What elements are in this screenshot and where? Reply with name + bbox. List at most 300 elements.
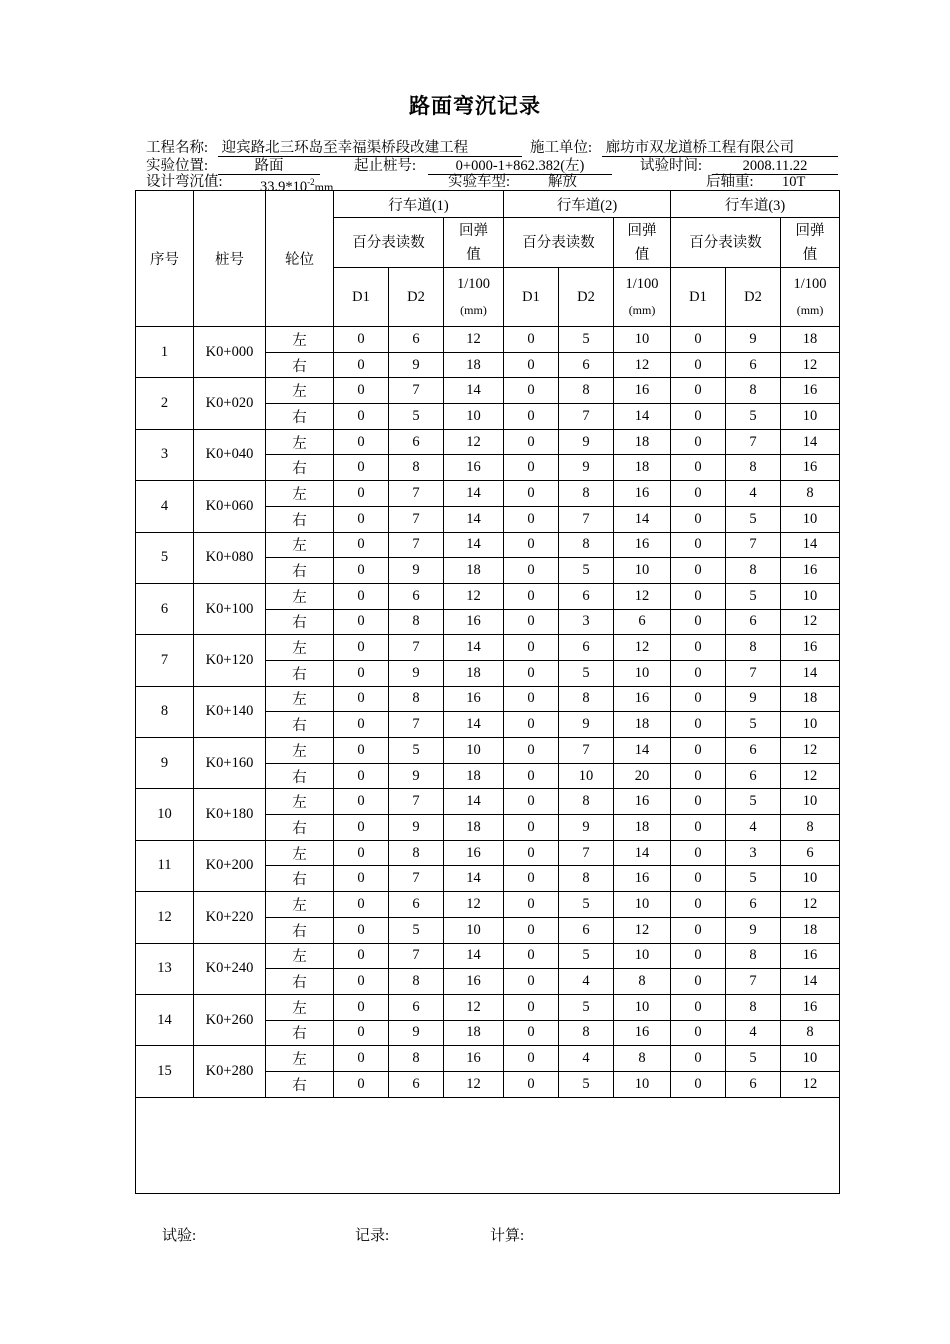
row-cell: 10 xyxy=(781,404,840,430)
table-row xyxy=(136,994,840,1020)
row-cell: 8 xyxy=(389,1046,444,1072)
col-wheel-header: 轮位 xyxy=(266,191,334,327)
row-cell: 14 xyxy=(444,712,504,738)
row-cell: 8 xyxy=(726,378,781,404)
vehicle-label: 实验车型: xyxy=(448,174,511,190)
row-cell: 7 xyxy=(726,429,781,455)
row-cell: 16 xyxy=(614,378,671,404)
row-cell: 12 xyxy=(781,892,840,918)
row-station: K0+280 xyxy=(194,1046,266,1097)
row-cell: 12 xyxy=(781,1071,840,1097)
contractor-label: 施工单位: xyxy=(530,140,593,156)
row-cell: 0 xyxy=(334,917,389,943)
row-cell: 10 xyxy=(614,943,671,969)
row-cell: 9 xyxy=(726,686,781,712)
row-cell: 0 xyxy=(334,583,389,609)
row-seq: 10 xyxy=(136,789,194,840)
row-cell: 8 xyxy=(389,969,444,995)
row-cell: 0 xyxy=(671,712,726,738)
row-cell: 0 xyxy=(671,866,726,892)
row-cell: 0 xyxy=(671,506,726,532)
row-cell: 16 xyxy=(444,455,504,481)
row-cell: 14 xyxy=(781,660,840,686)
row-cell: 18 xyxy=(444,558,504,584)
row-cell: 0 xyxy=(671,1071,726,1097)
row-cell: 0 xyxy=(671,1020,726,1046)
row-cell: 6 xyxy=(559,635,614,661)
table-row xyxy=(136,583,840,609)
row-cell: 8 xyxy=(559,378,614,404)
row-wheel: 右 xyxy=(266,969,334,995)
row-cell: 18 xyxy=(781,917,840,943)
row-cell: 14 xyxy=(444,481,504,507)
row-cell: 14 xyxy=(781,969,840,995)
row-cell: 16 xyxy=(444,609,504,635)
row-cell: 0 xyxy=(504,352,559,378)
row-cell: 7 xyxy=(389,943,444,969)
row-cell: 8 xyxy=(559,481,614,507)
row-cell: 0 xyxy=(334,558,389,584)
row-cell: 18 xyxy=(614,815,671,841)
row-cell: 16 xyxy=(444,686,504,712)
project-label: 工程名称: xyxy=(146,140,209,156)
row-cell: 7 xyxy=(559,404,614,430)
row-cell: 8 xyxy=(726,943,781,969)
row-cell: 0 xyxy=(504,404,559,430)
row-wheel: 右 xyxy=(266,917,334,943)
row-cell: 9 xyxy=(559,815,614,841)
row-cell: 0 xyxy=(334,763,389,789)
row-cell: 9 xyxy=(726,917,781,943)
row-cell: 0 xyxy=(671,327,726,353)
rebound-header: 回弹值 xyxy=(444,218,504,268)
row-cell: 0 xyxy=(334,609,389,635)
footer-record-label: 记录: xyxy=(355,1228,390,1244)
location-value: 路面 xyxy=(218,158,320,175)
row-cell: 16 xyxy=(614,1020,671,1046)
row-cell: 7 xyxy=(389,789,444,815)
col-seq-header: 序号 xyxy=(136,191,194,327)
dial-reading-header: 百分表读数 xyxy=(334,218,444,268)
row-cell: 10 xyxy=(781,506,840,532)
row-cell: 9 xyxy=(559,455,614,481)
row-cell: 18 xyxy=(444,763,504,789)
d1-header: D1 xyxy=(504,268,559,327)
row-cell: 16 xyxy=(614,481,671,507)
table-row xyxy=(136,1046,840,1072)
row-cell: 0 xyxy=(334,969,389,995)
row-cell: 0 xyxy=(671,429,726,455)
row-cell: 0 xyxy=(671,378,726,404)
row-seq: 9 xyxy=(136,738,194,789)
row-cell: 8 xyxy=(614,1046,671,1072)
row-station: K0+060 xyxy=(194,481,266,532)
row-cell: 10 xyxy=(559,763,614,789)
row-seq: 13 xyxy=(136,943,194,994)
row-cell: 0 xyxy=(671,763,726,789)
table-row xyxy=(136,738,840,764)
row-cell: 6 xyxy=(389,1071,444,1097)
row-wheel: 右 xyxy=(266,815,334,841)
notes-cell xyxy=(136,1097,840,1193)
row-cell: 9 xyxy=(389,660,444,686)
row-cell: 10 xyxy=(444,404,504,430)
row-cell: 0 xyxy=(334,815,389,841)
row-cell: 0 xyxy=(671,892,726,918)
row-wheel: 左 xyxy=(266,327,334,353)
row-cell: 6 xyxy=(389,429,444,455)
row-cell: 12 xyxy=(781,763,840,789)
station-label: 起止桩号: xyxy=(354,158,417,174)
row-cell: 0 xyxy=(334,994,389,1020)
row-wheel: 左 xyxy=(266,789,334,815)
row-cell: 0 xyxy=(671,789,726,815)
row-cell: 18 xyxy=(781,327,840,353)
row-cell: 16 xyxy=(781,558,840,584)
row-station: K0+140 xyxy=(194,686,266,737)
row-wheel: 左 xyxy=(266,583,334,609)
row-cell: 16 xyxy=(781,455,840,481)
row-station: K0+100 xyxy=(194,583,266,634)
row-cell: 6 xyxy=(559,917,614,943)
table-row xyxy=(136,892,840,918)
row-station: K0+260 xyxy=(194,994,266,1045)
row-cell: 5 xyxy=(559,1071,614,1097)
table-row xyxy=(136,840,840,866)
row-wheel: 右 xyxy=(266,506,334,532)
row-cell: 12 xyxy=(781,352,840,378)
row-cell: 0 xyxy=(504,429,559,455)
row-cell: 7 xyxy=(726,969,781,995)
row-cell: 0 xyxy=(334,789,389,815)
row-cell: 12 xyxy=(781,738,840,764)
row-cell: 8 xyxy=(726,558,781,584)
row-cell: 5 xyxy=(559,994,614,1020)
row-cell: 16 xyxy=(444,1046,504,1072)
row-cell: 0 xyxy=(334,378,389,404)
row-seq: 5 xyxy=(136,532,194,583)
row-cell: 0 xyxy=(671,840,726,866)
col-station-header: 桩号 xyxy=(194,191,266,327)
row-cell: 8 xyxy=(559,866,614,892)
row-cell: 0 xyxy=(671,481,726,507)
vehicle-value: 解放 xyxy=(548,174,577,190)
row-cell: 0 xyxy=(504,660,559,686)
d1-header: D1 xyxy=(671,268,726,327)
row-cell: 8 xyxy=(726,455,781,481)
row-cell: 8 xyxy=(389,686,444,712)
row-cell: 0 xyxy=(671,583,726,609)
row-cell: 8 xyxy=(559,1020,614,1046)
row-cell: 0 xyxy=(504,609,559,635)
row-cell: 6 xyxy=(389,327,444,353)
row-cell: 0 xyxy=(504,506,559,532)
d2-header: D2 xyxy=(559,268,614,327)
table-row xyxy=(136,635,840,661)
row-cell: 0 xyxy=(504,943,559,969)
row-cell: 14 xyxy=(444,532,504,558)
row-station: K0+120 xyxy=(194,635,266,686)
row-cell: 18 xyxy=(614,712,671,738)
row-cell: 0 xyxy=(334,660,389,686)
row-cell: 8 xyxy=(726,994,781,1020)
row-cell: 14 xyxy=(444,506,504,532)
row-cell: 5 xyxy=(726,404,781,430)
row-cell: 9 xyxy=(559,429,614,455)
row-seq: 15 xyxy=(136,1046,194,1097)
row-cell: 9 xyxy=(726,327,781,353)
row-cell: 20 xyxy=(614,763,671,789)
row-cell: 10 xyxy=(781,712,840,738)
project-value: 迎宾路北三环岛至幸福渠桥段改建工程 xyxy=(218,140,522,157)
row-cell: 5 xyxy=(726,712,781,738)
row-cell: 0 xyxy=(504,815,559,841)
row-cell: 8 xyxy=(389,455,444,481)
station-value: 0+000-1+862.382(左) xyxy=(428,158,612,175)
row-station: K0+000 xyxy=(194,327,266,378)
row-cell: 5 xyxy=(389,738,444,764)
dial-reading-header: 百分表读数 xyxy=(671,218,781,268)
row-cell: 7 xyxy=(389,712,444,738)
row-cell: 6 xyxy=(559,583,614,609)
row-cell: 0 xyxy=(334,892,389,918)
row-station: K0+240 xyxy=(194,943,266,994)
row-cell: 0 xyxy=(334,532,389,558)
table-row xyxy=(136,943,840,969)
row-cell: 14 xyxy=(444,789,504,815)
row-cell: 0 xyxy=(334,635,389,661)
rebound-header: 回弹值 xyxy=(614,218,671,268)
row-seq: 3 xyxy=(136,429,194,480)
notes-row xyxy=(136,1097,840,1193)
row-wheel: 右 xyxy=(266,763,334,789)
row-cell: 18 xyxy=(614,455,671,481)
row-cell: 5 xyxy=(559,892,614,918)
unit-header: 1/100 (mm) xyxy=(781,268,840,327)
row-cell: 10 xyxy=(614,1071,671,1097)
unit-header: 1/100 (mm) xyxy=(444,268,504,327)
row-cell: 6 xyxy=(726,892,781,918)
row-cell: 0 xyxy=(334,943,389,969)
row-cell: 6 xyxy=(614,609,671,635)
row-cell: 0 xyxy=(671,635,726,661)
row-cell: 18 xyxy=(614,429,671,455)
row-wheel: 左 xyxy=(266,1046,334,1072)
row-cell: 8 xyxy=(389,609,444,635)
row-cell: 9 xyxy=(389,558,444,584)
row-cell: 6 xyxy=(781,840,840,866)
d2-header: D2 xyxy=(726,268,781,327)
lane-2-header: 行车道(2) xyxy=(504,191,671,218)
row-cell: 7 xyxy=(389,866,444,892)
row-cell: 0 xyxy=(334,481,389,507)
row-cell: 7 xyxy=(389,635,444,661)
row-cell: 5 xyxy=(389,917,444,943)
table-row xyxy=(136,429,840,455)
row-cell: 0 xyxy=(334,1046,389,1072)
row-cell: 5 xyxy=(726,506,781,532)
row-cell: 0 xyxy=(504,917,559,943)
row-cell: 16 xyxy=(781,994,840,1020)
table-row xyxy=(136,789,840,815)
row-cell: 6 xyxy=(726,609,781,635)
row-cell: 8 xyxy=(781,815,840,841)
row-cell: 4 xyxy=(726,1020,781,1046)
row-cell: 10 xyxy=(444,738,504,764)
row-cell: 0 xyxy=(334,455,389,481)
location-label: 实验位置: xyxy=(146,158,209,174)
row-cell: 0 xyxy=(671,815,726,841)
row-cell: 0 xyxy=(504,1071,559,1097)
row-cell: 7 xyxy=(726,660,781,686)
row-cell: 7 xyxy=(389,532,444,558)
row-cell: 5 xyxy=(559,943,614,969)
axle-value: 10T xyxy=(782,174,806,190)
row-cell: 5 xyxy=(559,327,614,353)
row-wheel: 左 xyxy=(266,738,334,764)
row-wheel: 左 xyxy=(266,532,334,558)
row-cell: 12 xyxy=(614,635,671,661)
rebound-header: 回弹值 xyxy=(781,218,840,268)
lane-1-header: 行车道(1) xyxy=(334,191,504,218)
row-cell: 16 xyxy=(444,969,504,995)
row-wheel: 右 xyxy=(266,558,334,584)
row-cell: 10 xyxy=(781,866,840,892)
row-station: K0+220 xyxy=(194,892,266,943)
row-cell: 5 xyxy=(726,866,781,892)
row-cell: 10 xyxy=(781,789,840,815)
row-cell: 18 xyxy=(781,686,840,712)
row-cell: 14 xyxy=(444,943,504,969)
row-cell: 0 xyxy=(671,660,726,686)
row-wheel: 右 xyxy=(266,352,334,378)
row-station: K0+020 xyxy=(194,378,266,429)
row-wheel: 右 xyxy=(266,712,334,738)
row-cell: 0 xyxy=(504,892,559,918)
row-seq: 1 xyxy=(136,327,194,378)
row-wheel: 右 xyxy=(266,609,334,635)
row-station: K0+200 xyxy=(194,840,266,891)
row-wheel: 左 xyxy=(266,481,334,507)
row-seq: 6 xyxy=(136,583,194,634)
row-cell: 18 xyxy=(444,815,504,841)
row-cell: 5 xyxy=(726,1046,781,1072)
row-cell: 14 xyxy=(614,738,671,764)
row-wheel: 左 xyxy=(266,378,334,404)
row-cell: 0 xyxy=(334,506,389,532)
d1-header: D1 xyxy=(334,268,389,327)
row-cell: 6 xyxy=(389,994,444,1020)
row-cell: 0 xyxy=(334,712,389,738)
row-wheel: 右 xyxy=(266,455,334,481)
row-cell: 10 xyxy=(781,1046,840,1072)
row-cell: 8 xyxy=(726,635,781,661)
row-cell: 9 xyxy=(559,712,614,738)
row-cell: 14 xyxy=(444,866,504,892)
row-cell: 0 xyxy=(504,455,559,481)
row-cell: 12 xyxy=(444,327,504,353)
row-cell: 10 xyxy=(614,327,671,353)
row-cell: 0 xyxy=(504,866,559,892)
row-cell: 9 xyxy=(389,763,444,789)
row-cell: 0 xyxy=(504,789,559,815)
row-cell: 0 xyxy=(504,763,559,789)
table-row xyxy=(136,481,840,507)
row-cell: 0 xyxy=(671,352,726,378)
row-cell: 8 xyxy=(389,840,444,866)
row-cell: 12 xyxy=(444,994,504,1020)
row-cell: 14 xyxy=(781,429,840,455)
footer-test-label: 试验: xyxy=(162,1228,197,1244)
row-wheel: 右 xyxy=(266,1071,334,1097)
row-cell: 9 xyxy=(389,815,444,841)
unit-header: 1/100 (mm) xyxy=(614,268,671,327)
row-cell: 7 xyxy=(389,506,444,532)
row-cell: 6 xyxy=(559,352,614,378)
row-cell: 0 xyxy=(504,738,559,764)
row-seq: 4 xyxy=(136,481,194,532)
row-cell: 0 xyxy=(504,481,559,507)
table-row xyxy=(136,686,840,712)
row-cell: 0 xyxy=(504,994,559,1020)
row-cell: 18 xyxy=(444,352,504,378)
row-cell: 16 xyxy=(444,840,504,866)
row-cell: 5 xyxy=(726,789,781,815)
row-cell: 0 xyxy=(334,327,389,353)
row-cell: 0 xyxy=(334,686,389,712)
table-row xyxy=(136,327,840,353)
row-cell: 0 xyxy=(334,404,389,430)
row-cell: 0 xyxy=(671,917,726,943)
row-cell: 0 xyxy=(334,1071,389,1097)
row-cell: 12 xyxy=(444,429,504,455)
row-station: K0+180 xyxy=(194,789,266,840)
axle-label: 后轴重: xyxy=(706,174,754,190)
row-cell: 8 xyxy=(781,481,840,507)
dial-reading-header: 百分表读数 xyxy=(504,218,614,268)
row-cell: 8 xyxy=(559,789,614,815)
row-cell: 14 xyxy=(614,506,671,532)
row-seq: 14 xyxy=(136,994,194,1045)
deflection-table xyxy=(135,190,840,1194)
row-cell: 12 xyxy=(781,609,840,635)
row-cell: 0 xyxy=(504,583,559,609)
row-wheel: 右 xyxy=(266,1020,334,1046)
row-cell: 0 xyxy=(334,429,389,455)
row-seq: 7 xyxy=(136,635,194,686)
row-station: K0+080 xyxy=(194,532,266,583)
row-cell: 0 xyxy=(504,969,559,995)
row-cell: 0 xyxy=(504,378,559,404)
row-cell: 0 xyxy=(334,840,389,866)
row-cell: 12 xyxy=(614,917,671,943)
row-cell: 10 xyxy=(444,917,504,943)
row-cell: 0 xyxy=(334,1020,389,1046)
date-value: 2008.11.22 xyxy=(712,158,838,175)
row-cell: 10 xyxy=(614,994,671,1020)
row-cell: 16 xyxy=(781,378,840,404)
row-cell: 7 xyxy=(389,481,444,507)
row-cell: 12 xyxy=(614,583,671,609)
row-cell: 8 xyxy=(559,686,614,712)
row-cell: 0 xyxy=(504,1020,559,1046)
footer-calc-label: 计算: xyxy=(490,1228,525,1244)
row-cell: 0 xyxy=(504,327,559,353)
lane-3-header: 行车道(3) xyxy=(671,191,840,218)
row-cell: 7 xyxy=(559,840,614,866)
row-cell: 16 xyxy=(781,943,840,969)
row-cell: 0 xyxy=(671,994,726,1020)
